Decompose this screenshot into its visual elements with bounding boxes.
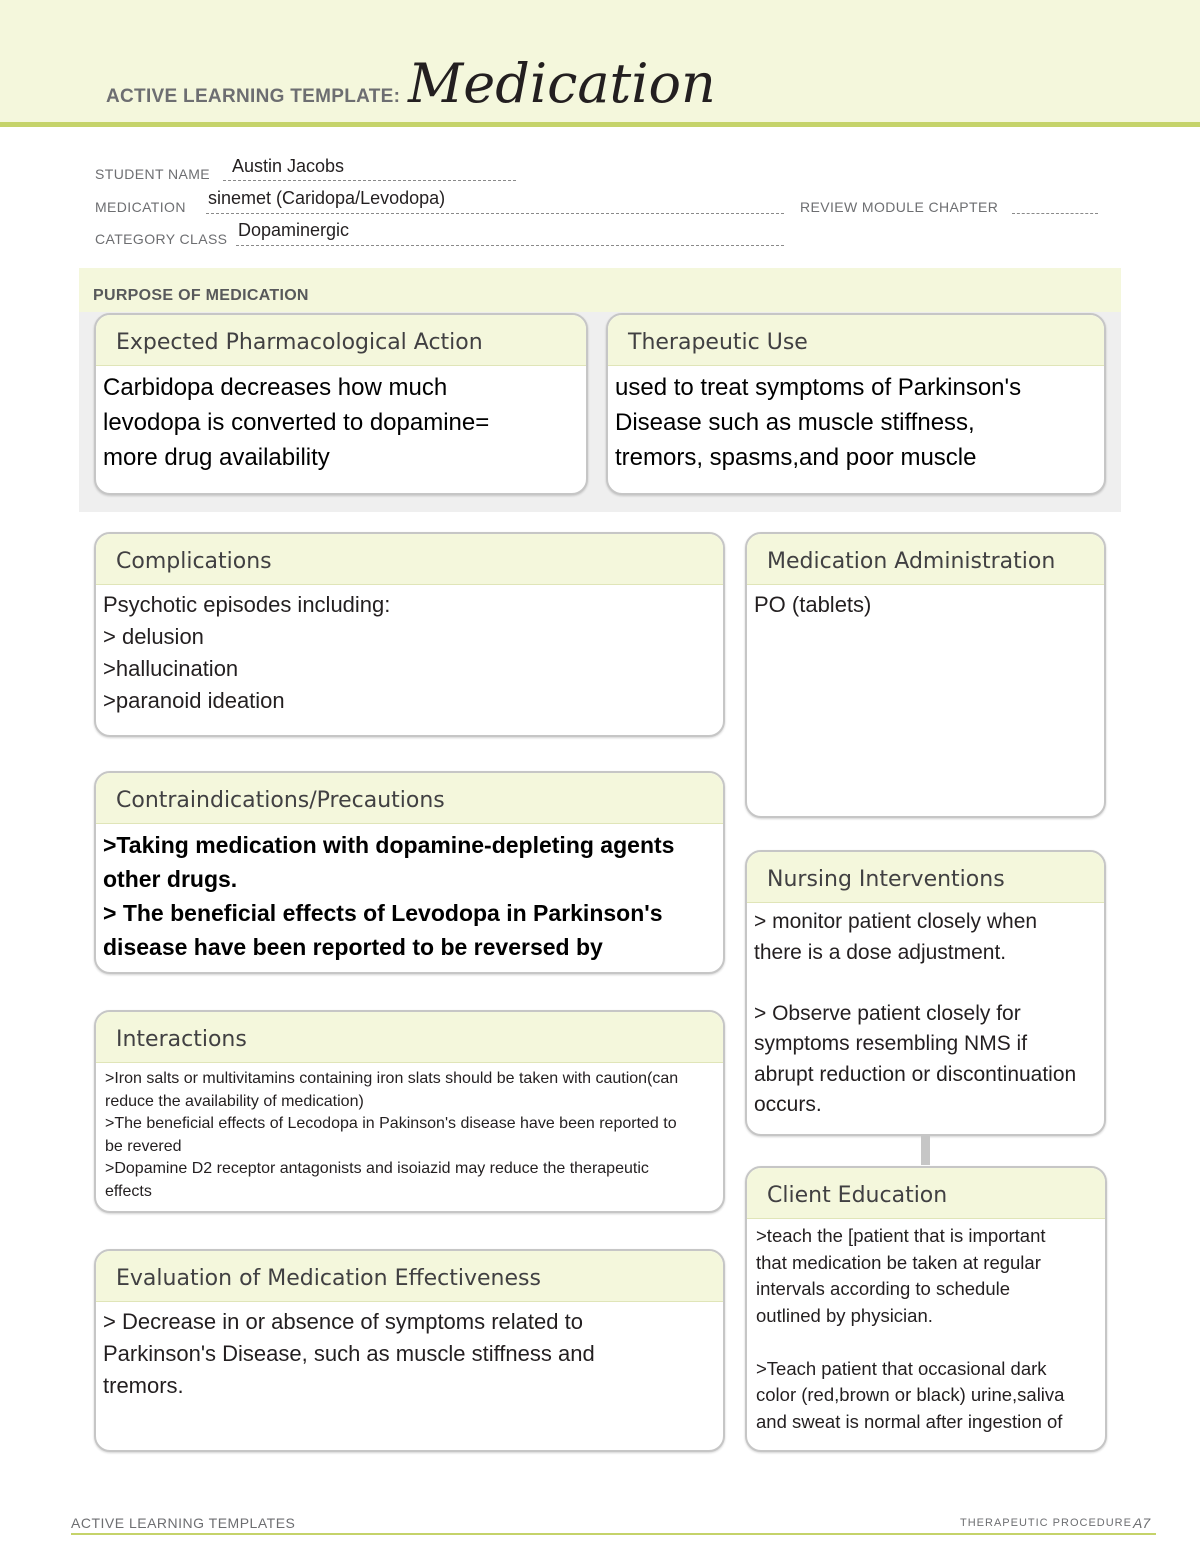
category-class-field[interactable]: Dopaminergic	[238, 220, 350, 240]
page-title: Medication	[408, 52, 716, 115]
nursing-interventions-box	[745, 850, 1106, 1136]
box-connector	[921, 1135, 930, 1165]
client-education-box	[745, 1166, 1107, 1452]
category-class-label: CATEGORY CLASS	[95, 231, 228, 247]
expected-action-box	[94, 313, 588, 495]
nursing-interventions-title: Nursing Interventions	[747, 852, 1104, 903]
evaluation-title: Evaluation of Medication Effectiveness	[96, 1251, 723, 1302]
therapeutic-use-box	[606, 313, 1106, 495]
expected-action-title: Expected Pharmacological Action	[96, 315, 586, 366]
therapeutic-use-text[interactable]: used to treat symptoms of Parkinson's Disease such as muscle stiffness, tremors, spasms,and poor muscle	[615, 374, 1022, 471]
interactions-box	[94, 1010, 725, 1213]
therapeutic-use-title: Therapeutic Use	[608, 315, 1104, 366]
footer-left: ACTIVE LEARNING TEMPLATES	[71, 1515, 296, 1531]
page-number: A7	[1133, 1515, 1151, 1531]
medication-label: MEDICATION	[95, 199, 186, 215]
complications-text[interactable]: Psychotic episodes including: > delusion >hallucination >paranoid ideation	[103, 592, 391, 713]
template-label: ACTIVE LEARNING TEMPLATE:	[106, 86, 401, 107]
student-name-label: STUDENT NAME	[95, 166, 210, 182]
header-rule	[0, 122, 1200, 127]
medication-line	[206, 213, 784, 214]
contraindications-text[interactable]: >Taking medication with dopamine-depleting agents other drugs. > The beneficial effects of Levodopa in Parkinson's disease have been reported to be reversed by	[103, 832, 675, 960]
evaluation-box	[94, 1249, 725, 1452]
contraindications-title: Contraindications/Precautions	[96, 773, 723, 824]
interactions-title: Interactions	[96, 1012, 723, 1063]
purpose-title: PURPOSE OF MEDICATION	[93, 287, 309, 304]
contraindications-box	[94, 771, 725, 974]
administration-box	[745, 532, 1106, 818]
review-chapter-field[interactable]	[1012, 213, 1098, 214]
footer-rule	[71, 1533, 1156, 1535]
category-class-line	[236, 245, 784, 246]
student-name-field[interactable]: Austin Jacobs	[232, 156, 345, 176]
footer-right: THERAPEUTIC PROCEDURE	[960, 1517, 1132, 1529]
student-name-line	[223, 180, 516, 181]
complications-box	[94, 532, 725, 737]
administration-title: Medication Administration	[747, 534, 1104, 585]
medication-field[interactable]: sinemet (Caridopa/Levodopa)	[208, 188, 446, 208]
administration-text[interactable]: PO (tablets)	[754, 592, 872, 617]
nursing-interventions-text[interactable]: > monitor patient closely when there is a dose adjustment. > Observe patient closely for symptoms resembling NMS if abrupt reduction or discontinuation occurs.	[754, 910, 1077, 1116]
client-education-text[interactable]: >teach the [patient that is important that medication be taken at regular intervals according to schedule outlined by physician. >Teach patient that occasional dark color (red,brown or black) urine,saliva and sweat is normal after ingestion of	[756, 1225, 1065, 1432]
expected-action-text[interactable]: Carbidopa decreases how much levodopa is converted to dopamine= more drug availability	[103, 374, 490, 471]
client-education-title: Client Education	[747, 1168, 1105, 1219]
review-chapter-label: REVIEW MODULE CHAPTER	[800, 199, 999, 215]
evaluation-text[interactable]: > Decrease in or absence of symptoms related to Parkinson's Disease, such as muscle stiffness and tremors.	[103, 1309, 595, 1398]
interactions-text[interactable]: >Iron salts or multivitamins containing iron slats should be taken with caution(can reduce the availability of medication) >The beneficial effects of Lecodopa in Pakinson's disease have been reported to be revered >Dopamine D2 receptor antagonists and isoiazid may reduce the therapeutic effects	[105, 1070, 679, 1200]
complications-title: Complications	[96, 534, 723, 585]
